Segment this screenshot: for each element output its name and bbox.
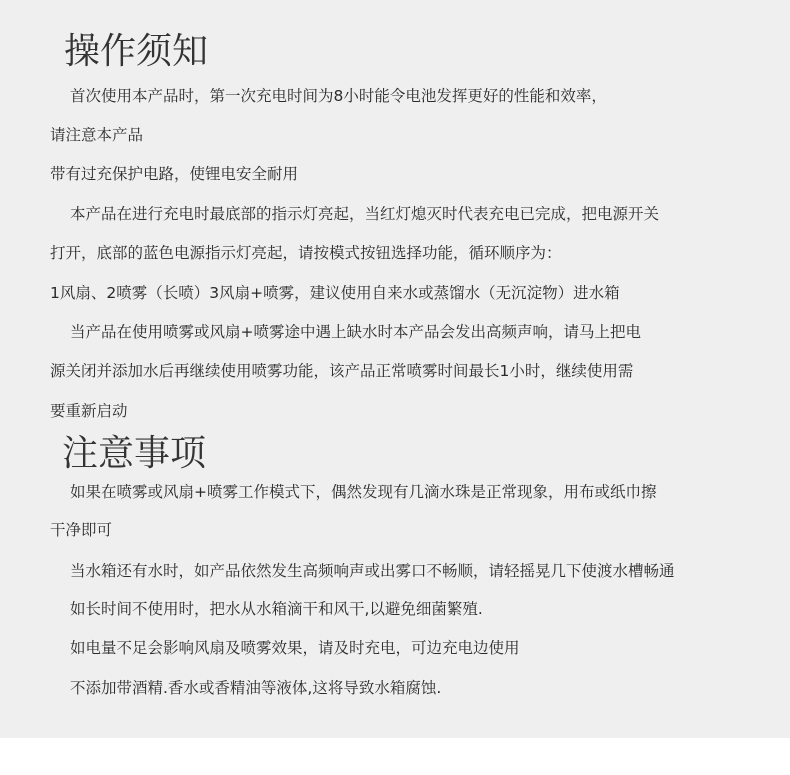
notes-line: 不添加带酒精.香水或香精油等液体,这将导致水箱腐蚀. (70, 679, 442, 697)
notes-line: 干净即可 (50, 521, 113, 539)
instructions-line: 1风扇、2喷雾（长喷）3风扇+喷雾，建议使用自来水或蒸馏水（无沉淀物）进水箱 (50, 284, 620, 302)
notes-line: 如果在喷雾或风扇+喷雾工作模式下，偶然发现有几滴水珠是正常现象，用布或纸巾擦 (70, 483, 657, 501)
instructions-line: 当产品在使用喷雾或风扇+喷雾途中遇上缺水时本产品会发出高频声响，请马上把电 (70, 323, 641, 341)
notes-line: 如长时间不使用时，把水从水箱滴干和风干,以避免细菌繁殖. (70, 600, 483, 618)
notes-line: 如电量不足会影响风扇及喷雾效果，请及时充电，可边充电边使用 (70, 639, 520, 657)
instructions-line: 带有过充保护电路，使锂电安全耐用 (50, 165, 299, 183)
instructions-title: 操作须知 (64, 31, 209, 72)
instructions-line: 源关闭并添加水后再继续使用喷雾功能，该产品正常喷雾时间最长1小时，继续使用需 (50, 362, 634, 380)
instructions-line: 首次使用本产品时，第一次充电时间为8小时能令电池发挥更好的性能和效率， (70, 87, 607, 105)
notes-title: 注意事项 (62, 433, 207, 474)
instructions-line: 要重新启动 (50, 402, 128, 420)
instructions-line: 本产品在进行充电时最底部的指示灯亮起，当红灯熄灭时代表充电已完成，把电源开关 (70, 205, 660, 223)
notes-line: 当水箱还有水时，如产品依然发生高频响声或出雾口不畅顺，请轻摇晃几下使渡水槽畅通 (70, 562, 675, 580)
instructions-line: 请注意本产品 (50, 126, 144, 144)
instructions-line: 打开，底部的蓝色电源指示灯亮起，请按模式按钮选择功能，循环顺序为： (50, 244, 562, 262)
